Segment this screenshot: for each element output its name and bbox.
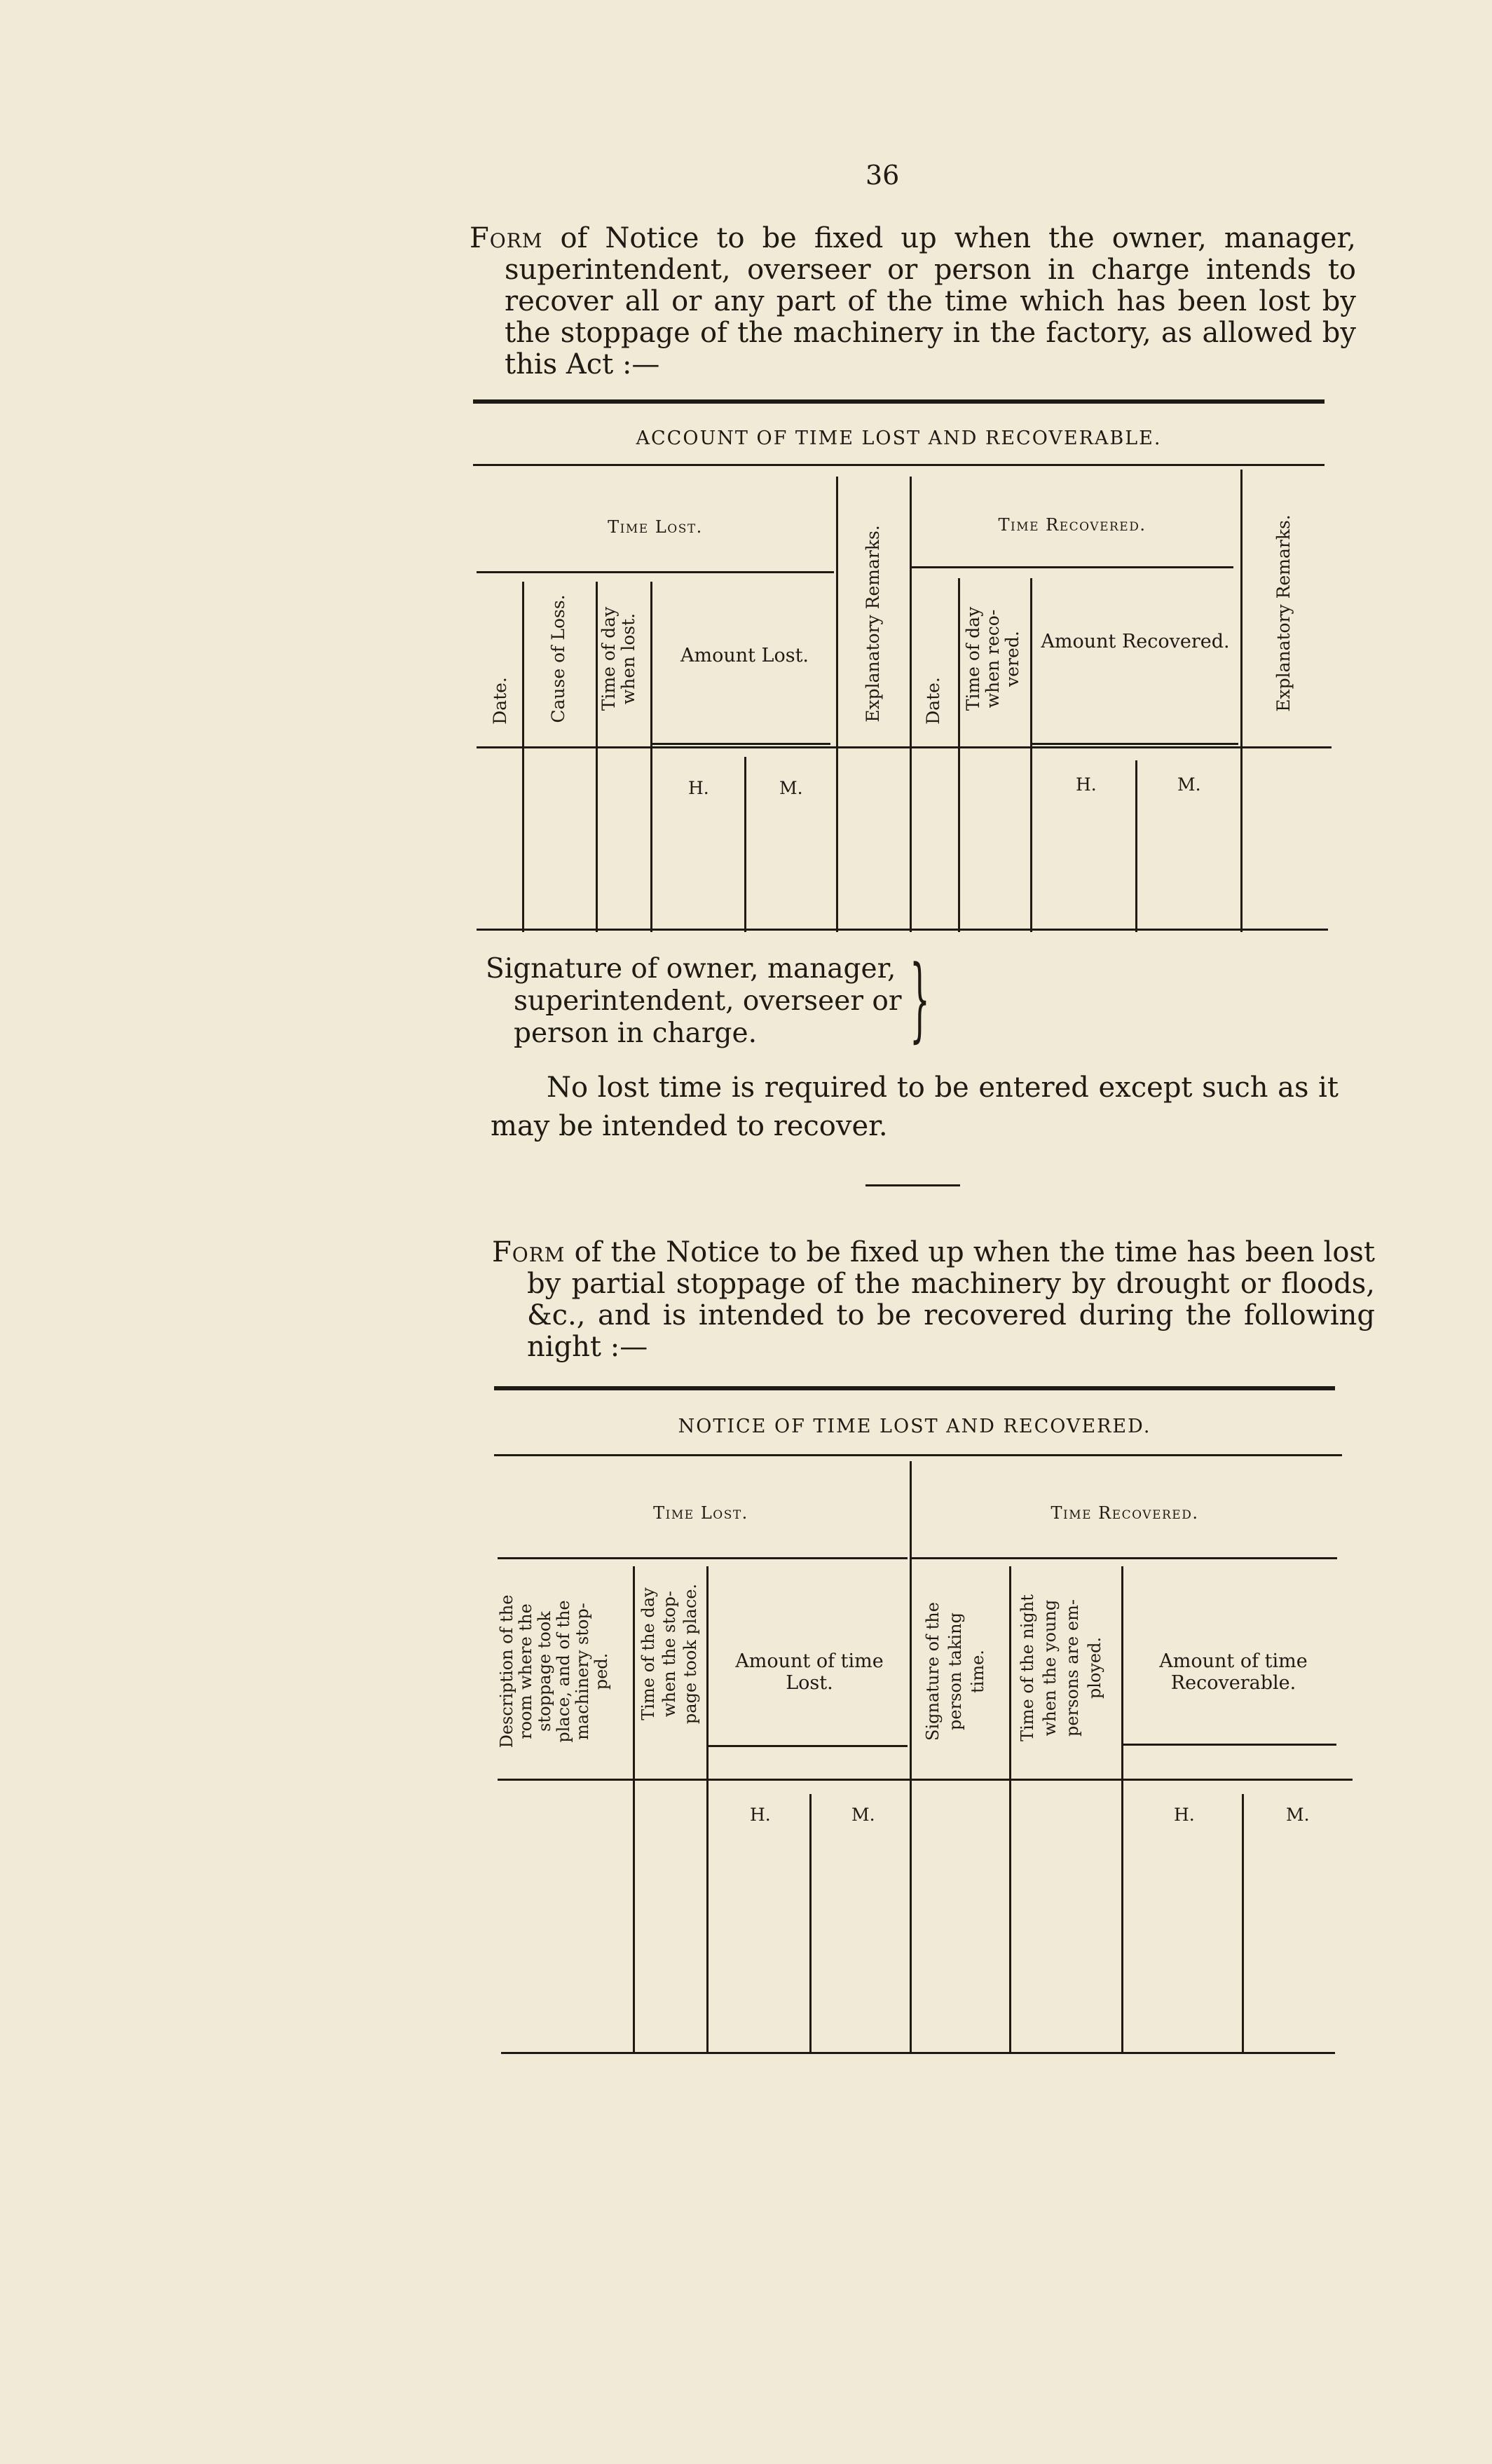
table2-vline [633, 1566, 635, 2053]
form2-heading-text: of the Notice to be fixed up when the time has been lost by partial stoppage of the machinery by drought or floods, &c., and is intended to be recovered during the following night :— [527, 1236, 1376, 1363]
signature-line: superintendent, overseer or [514, 985, 902, 1017]
form2-heading-lead: Form [492, 1236, 566, 1268]
table1-vline [650, 582, 652, 932]
form1-heading [470, 223, 1356, 381]
signature-brace: } [910, 945, 930, 1052]
table1-col-remarks: Explanatory Remarks. [863, 525, 883, 723]
table1-col-date2: Date. [923, 677, 943, 725]
form1-note: No lost time is required to be entered except such as it may be intended to recover. [491, 1072, 1339, 1142]
table1-hours-label: H. [688, 778, 709, 798]
table1-time-lost-group: Time Lost. [608, 517, 703, 537]
table1-col-cause: Cause of Loss. [548, 594, 568, 723]
table2-top-rule [494, 1386, 1335, 1390]
table1-bottom-rule [477, 929, 1328, 931]
table2-col-time-of-night: Time of the night when the young persons are em- ployed. [1018, 1594, 1104, 1741]
signature-line: person in charge. [514, 1018, 757, 1049]
page-number: 36 [865, 160, 900, 191]
table2-hours-label: H. [1174, 1805, 1195, 1825]
table2-col-time-of-day: Time of the day when the stop- page took place. [638, 1583, 700, 1725]
table1-vline [836, 477, 838, 932]
table1-hours-label: H. [1076, 774, 1097, 795]
table2-col-description: Description of the room where the stoppage took place, and of the machinery stop- ped. [497, 1594, 611, 1748]
table2-vline [706, 1566, 709, 2053]
table2-header-rule [498, 1779, 1353, 1781]
table1-header-rule [477, 746, 1332, 748]
table1-time-recovered-group: Time Recovered. [998, 515, 1147, 535]
form1-heading-text: of Notice to be fixed up when the owner, manager, superintendent, overseer or person in charge intends to recover all or any part of the time which has been lost by the stoppage of the machinery in the factory, as allowed by this Act :— [505, 222, 1357, 381]
table1-vline [596, 582, 598, 932]
table1-vline [1030, 578, 1032, 932]
table1-top-rule [473, 399, 1325, 404]
table1-vline [910, 477, 912, 932]
table2-vline [809, 1794, 812, 2053]
table1-title: ACCOUNT OF TIME LOST AND RECOVERABLE. [636, 427, 1162, 449]
table2-col-signature: Signature of the person taking time. [923, 1602, 987, 1741]
table2-group-rule [910, 1557, 1337, 1559]
table2-hours-label: H. [750, 1805, 771, 1825]
table2-amount-rule [1123, 1744, 1336, 1746]
table1-vline [744, 757, 746, 932]
table1-amount-rule [652, 743, 830, 745]
signature-line: Signature of owner, manager, [486, 953, 896, 985]
table1-col-time-lost: Time of day when lost. [598, 606, 638, 711]
table2-vline [1121, 1566, 1123, 2053]
table1-lost-group-rule [477, 571, 834, 573]
table2-vline [1242, 1794, 1244, 2053]
table2-time-lost-group: Time Lost. [653, 1503, 748, 1523]
table2-col-amount-lost: Amount of time Lost. [735, 1650, 884, 1694]
table1-vline [958, 578, 960, 932]
table2-vline [1009, 1566, 1011, 2053]
table2-col-amount-recoverable: Amount of time Recoverable. [1159, 1650, 1308, 1694]
section-separator [865, 1184, 960, 1186]
table1-col-date: Date. [490, 677, 510, 725]
table2-amount-rule [708, 1745, 908, 1747]
table1-vline [522, 582, 524, 932]
table1-minutes-label: M. [1177, 774, 1201, 795]
table1-col-remarks2: Explanatory Remarks. [1273, 514, 1294, 712]
table1-col-amount-lost: Amount Lost. [680, 645, 809, 666]
form2-heading [492, 1237, 1375, 1363]
table1-col-time-recovered: Time of day when reco- vered. [963, 606, 1022, 711]
table1-amount-rule [1032, 743, 1238, 745]
table1-vline [1135, 760, 1137, 932]
table2-minutes-label: M. [851, 1805, 875, 1825]
table1-vline [1240, 470, 1243, 932]
form1-heading-lead: Form [470, 222, 543, 254]
table1-minutes-label: M. [779, 778, 803, 798]
table2-group-rule [498, 1557, 908, 1559]
table2-title: NOTICE OF TIME LOST AND RECOVERED. [678, 1416, 1151, 1437]
table2-time-recovered-group: Time Recovered. [1050, 1503, 1199, 1523]
table1-rec-group-rule [911, 566, 1233, 568]
table1-col-amount-recovered: Amount Recovered. [1041, 631, 1230, 652]
table2-title-rule [494, 1454, 1342, 1456]
form1-signature-block [486, 953, 920, 1050]
table2-bottom-rule [501, 2052, 1335, 2054]
table2-vline [910, 1461, 912, 2053]
table2-minutes-label: M. [1286, 1805, 1310, 1825]
table1-title-rule [473, 464, 1325, 466]
